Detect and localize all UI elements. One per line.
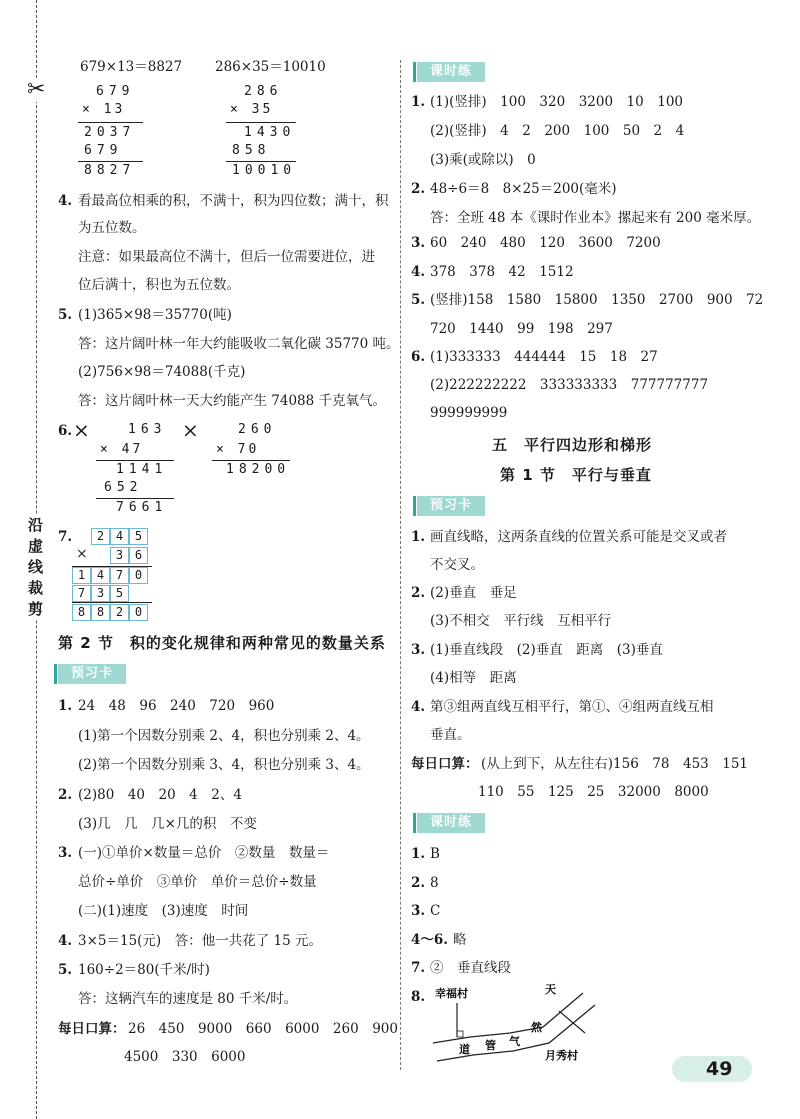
question-number: 4. [411, 264, 426, 280]
question-number: 2. [411, 585, 426, 601]
answer-text: 为五位数。 [78, 220, 146, 236]
question-number: 1. [411, 94, 426, 110]
question-number: 1. [411, 846, 426, 862]
vm-multiplier: × 70 [216, 442, 260, 457]
times-sign: × [76, 546, 88, 562]
answer-text: (竖排)158 1580 15800 1350 2700 900 72 [430, 292, 764, 308]
vm-result: 8827 [84, 163, 136, 178]
question-number: 3. [411, 235, 426, 251]
question-number: 4. [58, 933, 73, 949]
vm-rule [78, 122, 143, 123]
question-number: 3. [411, 903, 426, 919]
question-number: 4. [58, 193, 73, 209]
digit: 4 [96, 568, 105, 582]
wrong-mark-icon: × [182, 418, 199, 442]
vm-rule [96, 460, 174, 461]
answer-text: 位后满十，积也为五位数。 [78, 277, 240, 293]
digit-box [110, 528, 129, 545]
vm-multiplicand: 679 [96, 84, 135, 99]
answer-text: 注意：如果最高位不满十，但后一位需要进位，进 [78, 249, 375, 265]
answer-text: 720 1440 99 198 297 [430, 321, 613, 337]
digit: 4 [115, 529, 124, 543]
equation: 286×35＝10010 [215, 59, 326, 75]
preview-card-badge: 预习卡 [58, 664, 126, 684]
badge-marker [413, 62, 416, 82]
answer-text: 48÷6＝8 8×25＝200(毫米) [430, 181, 617, 197]
answer-text: 看最高位相乘的积，不满十，积为四位数；满十，积 [78, 193, 389, 209]
question-number: 1. [411, 529, 426, 545]
answer-text: (3)乘(或除以) 0 [430, 152, 536, 168]
question-number: 2. [411, 875, 426, 891]
answer-text: B [430, 846, 440, 862]
road-char: 天 [545, 983, 556, 996]
equation: 679×13＝8827 [80, 59, 183, 75]
answer-text: (1)第一个因数分别乘 2、4，积也分别乘 2、4。 [78, 728, 370, 744]
practice-badge: 课时练 [417, 813, 485, 833]
preview-card-badge: 预习卡 [417, 496, 485, 516]
answer-text: 4500 330 6000 [124, 1049, 246, 1065]
question-number: 6. [411, 349, 426, 365]
question-number: 6. [58, 423, 73, 439]
digit: 8 [96, 605, 105, 619]
answer-text: ② 垂直线段 [430, 960, 511, 976]
answer-text: 答：这片阔叶林一天大约能产生 74088 千克氧气。 [78, 393, 387, 409]
digit-box [129, 528, 148, 545]
answer-text: 24 48 96 240 720 960 [78, 698, 275, 714]
answer-text: 答：全班 48 本《课时作业本》摞起来有 200 毫米厚。 [430, 210, 761, 226]
digit-box [129, 604, 148, 621]
digit-box [129, 547, 148, 564]
question-number: 7. [411, 960, 426, 976]
badge-marker [413, 496, 416, 516]
road-char: 气 [509, 1035, 520, 1048]
question-number: 5. [58, 307, 73, 323]
section-title: 第 1 节 平行与垂直 [500, 466, 652, 484]
vm-multiplier: × 35 [230, 102, 274, 117]
map-label-xingfu: 幸福村 [435, 987, 468, 1000]
answer-text: 378 378 42 1512 [430, 264, 574, 280]
question-number: 5. [411, 292, 426, 308]
vm-rule [72, 566, 152, 567]
digit: 1 [77, 568, 86, 582]
digit: 0 [134, 605, 143, 619]
digit-box [72, 567, 91, 584]
answer-text: C [430, 903, 441, 919]
scissors-icon: ✂ [27, 77, 46, 102]
digit-box [91, 585, 110, 602]
column-divider [400, 60, 401, 1070]
page-number: 49 [706, 1058, 733, 1080]
vm-rule [226, 161, 296, 162]
answer-text: 略 [453, 932, 467, 948]
question-number: 3. [58, 845, 73, 861]
digit: 3 [115, 548, 124, 562]
right-angle-mark [457, 1031, 463, 1037]
vm-result: 18200 [226, 462, 291, 477]
answer-text: 第③组两直线互相平行，第①、④组两直线互相 [430, 699, 714, 715]
digit: 2 [96, 529, 105, 543]
badge-marker [54, 664, 57, 684]
answer-text: 60 240 480 120 3600 7200 [430, 235, 661, 251]
road-char: 管 [485, 1039, 496, 1052]
digit: 2 [115, 605, 124, 619]
vm-partial: 1141 [116, 462, 168, 477]
answer-text: (2)(竖排) 4 2 200 100 50 2 4 [430, 123, 685, 139]
question-number: 7. [58, 529, 73, 545]
answer-text: (2)756×98＝74088(千克) [78, 364, 246, 380]
road-char: 道 [459, 1043, 470, 1056]
digit-box [91, 604, 110, 621]
digit-box [72, 585, 91, 602]
question-number: 4. [411, 699, 426, 715]
answer-text: (1)(竖排) 100 320 3200 10 100 [430, 94, 683, 110]
vm-partial: 652 [104, 480, 143, 495]
answer-text: 8 [430, 875, 439, 891]
vm-rule [212, 460, 290, 461]
vm-partial: 2037 [84, 125, 136, 140]
digit: 8 [77, 605, 86, 619]
answer-text: 不交叉。 [430, 557, 484, 573]
answer-text: 3×5＝15(元) 答：他一共花了 15 元。 [78, 933, 322, 949]
question-number: 4～6. [411, 932, 448, 948]
wrong-mark-icon: × [73, 418, 90, 442]
digit: 6 [134, 548, 143, 562]
vm-multiplicand: 260 [238, 422, 277, 437]
question-number: 1. [58, 698, 73, 714]
answer-text: (2)222222222 333333333 777777777 [430, 377, 709, 393]
digit-box [110, 547, 129, 564]
vm-rule [72, 602, 152, 603]
answer-text: (一)①单价×数量＝总价 ②数量 数量＝ [78, 845, 330, 861]
digit: 5 [115, 586, 124, 600]
road-upper-edge [433, 993, 583, 1043]
vm-partial: 679 [84, 143, 123, 158]
map-label-yuexiu: 月秀村 [545, 1049, 578, 1062]
answer-text: (二)(1)速度 (3)速度 时间 [78, 903, 249, 919]
answer-text: (2)垂直 垂足 [430, 585, 517, 601]
vm-partial: 858 [232, 143, 271, 158]
answer-text: 26 450 9000 660 6000 260 900 [128, 1021, 398, 1037]
vm-multiplier: × 47 [100, 442, 144, 457]
answer-text: 总价÷单价 ③单价 单价＝总价÷数量 [78, 874, 317, 890]
answer-text: (2)80 40 20 4 2、4 [78, 787, 242, 803]
answer-text: (从上到下，从左往右)156 78 453 151 [481, 756, 749, 772]
answer-text: (2)第一个因数分别乘 3、4，积也分别乘 3、4。 [78, 757, 370, 773]
pipeline-map-diagram [425, 975, 625, 1070]
digit-box [129, 567, 148, 584]
digit: 7 [115, 568, 124, 582]
question-number: 2. [58, 787, 73, 803]
answer-text: (1)垂直线段 (2)垂直 距离 (3)垂直 [430, 642, 663, 658]
answer-text: 160÷2＝80(千米/时) [78, 962, 210, 978]
vm-result: 7661 [116, 500, 168, 515]
vm-rule [96, 498, 174, 499]
answer-text: (1)333333 444444 15 18 27 [430, 349, 658, 365]
digit-box [91, 528, 110, 545]
road-char: 然 [531, 1021, 542, 1034]
digit-box [91, 567, 110, 584]
badge-marker [413, 813, 416, 833]
daily-calc-label: 每日口算： [411, 756, 479, 772]
question-number: 5. [58, 962, 73, 978]
digit-box [110, 585, 129, 602]
digit: 0 [134, 568, 143, 582]
vm-multiplier: × 13 [82, 102, 126, 117]
digit-box [110, 604, 129, 621]
digit: 7 [77, 586, 86, 600]
question-number: 8. [411, 989, 426, 1005]
answer-text: 垂直。 [430, 727, 471, 743]
perpendicular-line [559, 1011, 585, 1033]
digit: 3 [96, 586, 105, 600]
daily-calc-label: 每日口算： [58, 1021, 126, 1037]
practice-badge: 课时练 [417, 62, 485, 82]
unit-title: 五 平行四边形和梯形 [492, 436, 653, 454]
answer-text: 110 55 125 25 32000 8000 [478, 784, 709, 800]
answer-text: (3)不相交 平行线 互相平行 [430, 613, 612, 629]
question-number: 2. [411, 181, 426, 197]
answer-text: (1)365×98＝35770(吨) [78, 307, 232, 323]
answer-text: 答：这辆汽车的速度是 80 千米/时。 [78, 991, 298, 1007]
digit: 5 [134, 529, 143, 543]
answer-text: (3)几 几 几×几的积 不变 [78, 816, 257, 832]
vm-result: 10010 [232, 163, 297, 178]
vm-rule [226, 122, 296, 123]
vm-multiplicand: 286 [244, 84, 283, 99]
answer-text: 画直线略，这两条直线的位置关系可能是交叉或者 [430, 529, 727, 545]
vm-rule [78, 161, 143, 162]
vm-multiplicand: 163 [128, 422, 167, 437]
answer-text: 答：这片阔叶林一年大约能吸收二氧化碳 35770 吨。 [78, 336, 400, 352]
question-number: 3. [411, 642, 426, 658]
vm-partial: 1430 [244, 125, 296, 140]
answer-text: (4)相等 距离 [430, 670, 517, 686]
section-title: 第 2 节 积的变化规律和两种常见的数量关系 [58, 634, 386, 652]
digit-box [72, 604, 91, 621]
digit-box [110, 567, 129, 584]
cut-instruction: 沿虚线裁剪 [28, 515, 46, 620]
answer-text: 999999999 [430, 405, 508, 421]
